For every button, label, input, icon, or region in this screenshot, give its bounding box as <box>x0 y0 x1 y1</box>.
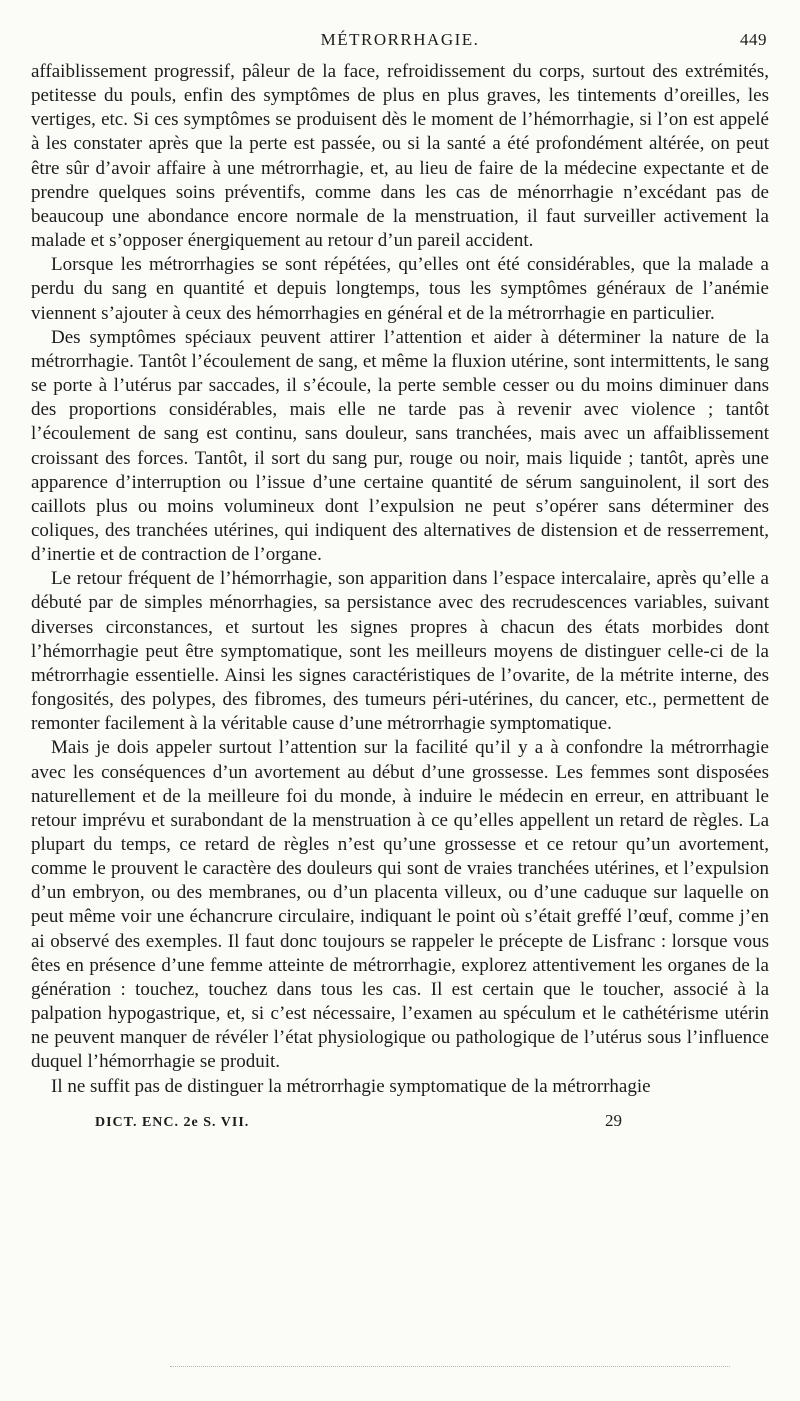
paragraph: Il ne suffit pas de distinguer la métrorrhagie symptomatique de la métrorrhagie <box>51 1075 651 1097</box>
page-number: 449 <box>740 30 767 49</box>
paragraph: Lorsque les métrorrhagies se sont répétées, qu’elles ont été considérables, que la malade a perdu du sang en quantité et depuis longtemps, tous les symptômes généraux de l’anémie viennent s’ajouter à ceux des hémorrhagies en général et de la métrorrhagie en particulier. <box>31 254 769 324</box>
printer-signature: DICT. ENC. 2e S. VII. <box>95 1114 250 1130</box>
paragraph: Le retour fréquent de l’hémorrhagie, son apparition dans l’espace intercalaire, après qu’elle a débuté par de simples ménorrhagies, sa persistance avec des recrudescences variables, suivant diverses circonstances, et surtout les signes propres à chacun des états morbides dont l’hémorrhagie peut être symptomatique, sont les meilleurs moyens de distinguer celle-ci de la métrorrhagie essentielle. Ainsi les signes caractéristiques de l’ovarite, de la métrite interne, des fongosités, des polypes, des fibromes, des tumeurs péri-utérines, du cancer, etc., permettent de remonter facilement à la véritable cause d’une métrorrhagie symptomatique. <box>31 568 769 735</box>
body-text <box>31 60 769 1099</box>
document-page <box>31 20 769 1137</box>
page-footer <box>31 1107 769 1137</box>
page-header <box>31 20 769 50</box>
paragraph: Mais je dois appeler surtout l’attention sur la facilité qu’il y a à confondre la métrorrhagie avec les conséquences d’un avortement au début d’une grossesse. Les femmes sont disposées naturellement et de la meilleure foi du monde, à induire le médecin en erreur, en attribuant le retour imprévu et surabondant de la menstruation à ce qu’elles appellent un retard de règles. La plupart du temps, ce retard de règles n’est qu’une grossesse et ce retour qu’un avortement, comme le prouvent le caractère des douleurs qui sont de vraies tranchées utérines, et l’expulsion d’un embryon, ou des membranes, ou d’un placenta villeux, ou d’une caduque sur laquelle on peut même voir une échancrure circulaire, indiquant le point où s’était greffé l’œuf, comme j’en ai observé des exemples. Il faut donc toujours se rappeler le précepte de Lisfranc : lorsque vous êtes en présence d’une femme atteinte de métrorrhagie, explorez attentivement les organes de la génération : touchez, touchez dans tous les cas. Il est certain que le toucher, associé à la palpation hypogastrique, et, si c’est nécessaire, l’examen au spéculum et le cathétérisme utérin ne peuvent manquer de révéler l’état physiologique ou pathologique de l’utérus sous l’influence duquel l’hémorrhagie se produit. <box>31 737 769 1073</box>
signature-number: 29 <box>605 1110 622 1130</box>
paragraph: affaiblissement progressif, pâleur de la face, refroidissement du corps, surtout des extrémités, petitesse du pouls, enfin des symptômes de plus en plus graves, les tintements d’oreilles, les vertiges, etc. Si ces symptômes se produisent dès le moment de l’hémorrhagie, si l’on est appelé à les constater après que la perte est passée, ou si la santé a été profondément altérée, on peut être sûr d’avoir affaire à une métrorrhagie, et, au lieu de faire de la médecine expectante et de prendre quelques soins préventifs, comme dans les cas de ménorrhagie n’excédant pas de beaucoup une abondance encore normale de la menstruation, il faut surveiller activement la malade et s’opposer énergiquement au retour d’un pareil accident. <box>31 61 769 252</box>
running-title: MÉTRORRHAGIE. <box>320 30 480 49</box>
paragraph: Des symptômes spéciaux peuvent attirer l’attention et aider à déterminer la nature de la métrorrhagie. Tantôt l’écoulement de sang, et même la fluxion utérine, sont intermittents, le sang se porte à l’utérus par saccades, il s’écoule, la perte semble cesser ou du moins diminuer dans des proportions considérables, mais elle ne tarde pas à revenir avec violence ; tantôt l’écoulement de sang est continu, sans douleur, sans tranchées, mais avec un affaiblissement croissant des forces. Tantôt, il sort du sang pur, rouge ou noir, mais liquide ; tantôt, après une apparence d’interruption ou l’issue d’une certaine quantité de sérum sanguinolent, il sort des caillots plus ou moins volumineux dont l’expulsion ne peut s’opérer sans déterminer des coliques, des tranchées utérines, qui indiquent des alternatives de distension et de resserrement, d’inertie et de contraction de l’organe. <box>31 326 769 566</box>
bottom-dotted-rule <box>170 1366 730 1367</box>
